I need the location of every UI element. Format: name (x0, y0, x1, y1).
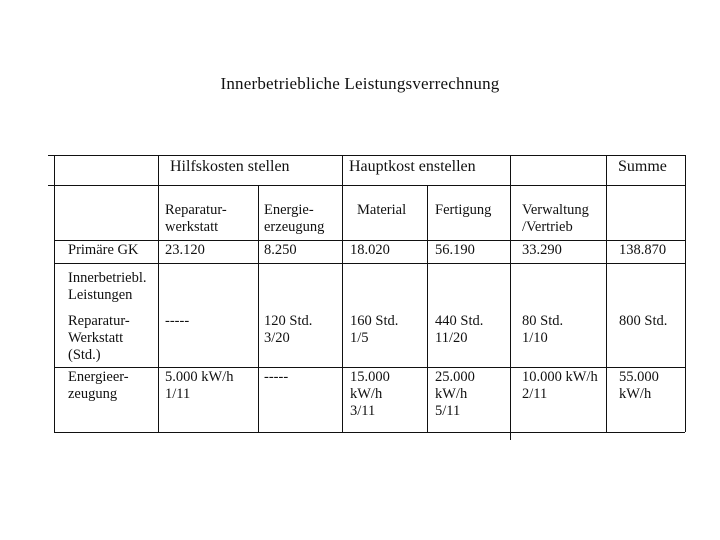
table-cell: 8.250 (264, 242, 297, 258)
table-rule (54, 263, 685, 264)
table-cell: ----- (264, 369, 289, 385)
column-reparatur: Reparatur- werkstatt (165, 202, 227, 235)
table-cell: ----- (165, 313, 190, 329)
table-cell: 23.120 (165, 242, 205, 258)
table-cell: 55.000 kW/h (619, 369, 659, 402)
table-cell: 120 Std. 3/20 (264, 313, 313, 346)
table-rule (54, 240, 685, 241)
table-cell: 15.000 kW/h 3/11 (350, 369, 390, 419)
column-energie: Energie- erzeugung (264, 202, 325, 235)
table-rule (48, 155, 685, 156)
table-cell: 33.290 (522, 242, 562, 258)
table-cell: 440 Std. 11/20 (435, 313, 484, 346)
table-rule (342, 155, 343, 432)
table-rule (510, 155, 511, 440)
table-cell: 25.000 kW/h 5/11 (435, 369, 475, 419)
column-verwaltung: Verwaltung /Vertrieb (522, 202, 589, 235)
table-rule (685, 155, 686, 432)
table-cell: 5.000 kW/h 1/11 (165, 369, 234, 402)
table-cell: 18.020 (350, 242, 390, 258)
table-cell: 800 Std. (619, 313, 668, 329)
table-rule (606, 155, 607, 432)
column-material: Material (357, 202, 407, 218)
table-rule (258, 185, 259, 432)
column-fertigung: Fertigung (435, 202, 492, 218)
table-cell: 10.000 kW/h 2/11 (522, 369, 598, 402)
table-rule (54, 432, 685, 433)
table-rule (54, 155, 55, 432)
table-rule (54, 367, 685, 368)
table-cell: 80 Std. 1/10 (522, 313, 564, 346)
row-label-innerbetriebliche-leistungen: Innerbetriebl. Leistungen (68, 270, 147, 303)
table-cell: 160 Std. 1/5 (350, 313, 399, 346)
table-cell: 138.870 (619, 242, 667, 258)
table-rule (48, 185, 685, 186)
page-title: Innerbetriebliche Leistungsverrechnung (220, 74, 500, 93)
row-label-primaere-gk: Primäre GK (68, 242, 139, 258)
header-hilfskostenstellen: Hilfskosten stellen (170, 158, 290, 175)
header-hauptkostenstellen: Hauptkost enstellen (349, 158, 476, 175)
table-cell: 56.190 (435, 242, 475, 258)
header-summe: Summe (618, 158, 667, 175)
row-label-energieerzeugung: Energieer- zeugung (68, 369, 129, 402)
row-label-reparatur-werkstatt: Reparatur- Werkstatt (Std.) (68, 313, 130, 363)
table-rule (158, 155, 159, 432)
table-rule (427, 185, 428, 432)
